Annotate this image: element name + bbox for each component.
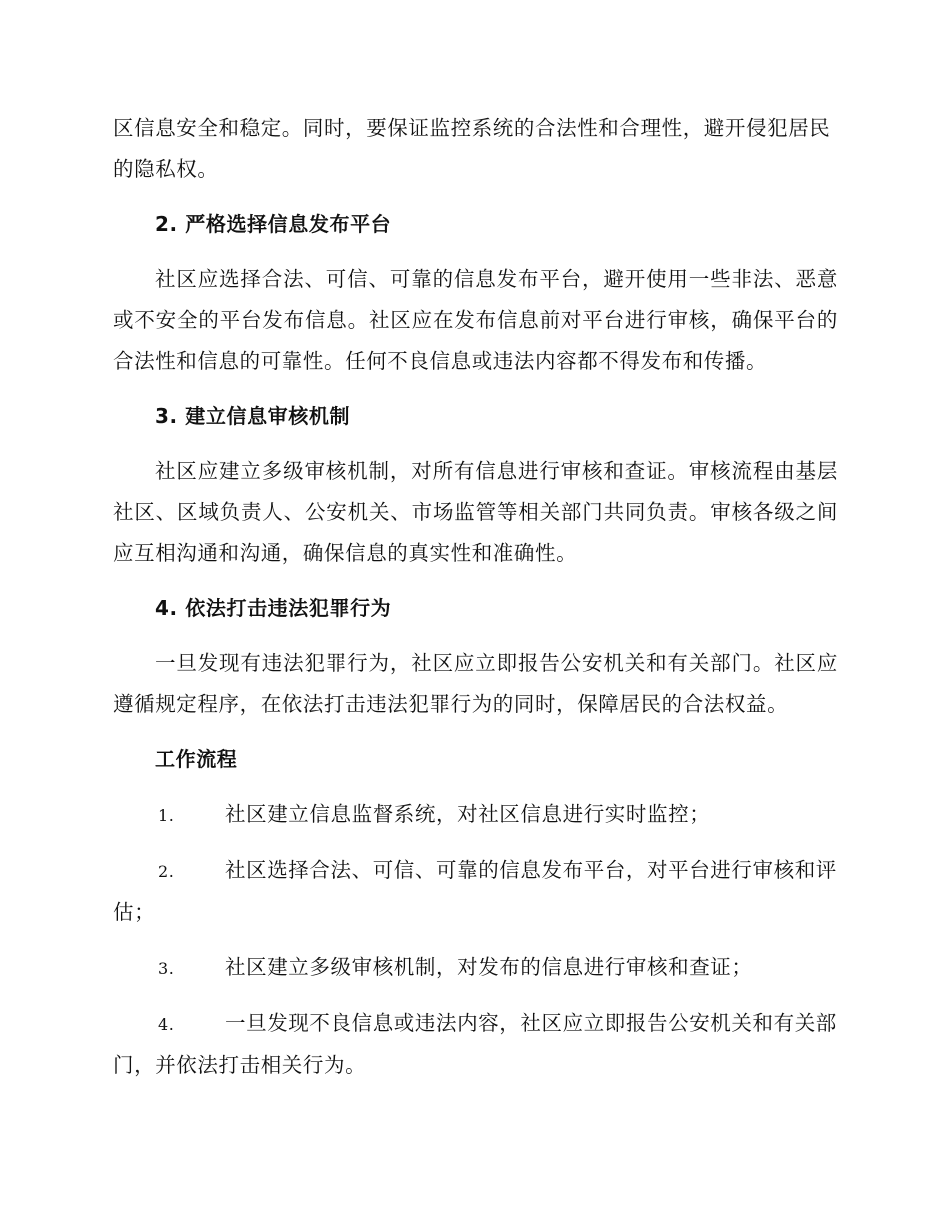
- section-heading: 3. 建立信息审核机制: [155, 404, 351, 428]
- section-paragraph: 社区应选择合法、可信、可靠的信息发布平台，避开使用一些非法、恶意或不安全的平台发布信息。社区应在发布信息前对平台进行审核，确保平台的合法性和信息的可靠性。任何不良信息或违法内容都不得发布和传播。: [113, 267, 838, 373]
- section-paragraph: 社区应建立多级审核机制，对所有信息进行审核和查证。审核流程由基层社区、区域负责人、公安机关、市场监管等相关部门共同负责。审核各级之间应互相沟通和沟通，确保信息的真实性和准确性。: [113, 459, 838, 565]
- step-text: 社区建立多级审核机制，对发布的信息进行审核和查证；: [225, 955, 753, 979]
- step-text: 社区建立信息监督系统，对社区信息进行实时监控；: [225, 802, 711, 826]
- step-number: 1.: [158, 806, 175, 825]
- section-paragraph: 一旦发现有违法犯罪行为，社区应立即报告公安机关和有关部门。社区应遵循规定程序，在依法打击违法犯罪行为的同时，保障居民的合法权益。: [113, 651, 838, 716]
- section-heading: 4. 依法打击违法犯罪行为: [155, 596, 392, 620]
- step-number: 3.: [158, 959, 175, 978]
- step-number: 2.: [158, 862, 175, 881]
- workflow-heading: 工作流程: [155, 747, 238, 771]
- workflow-step: [113, 794, 838, 836]
- workflow-step: [113, 947, 838, 989]
- intro-paragraph: 区信息安全和稳定。同时，要保证监控系统的合法性和合理性，避开侵犯居民的隐私权。: [113, 116, 831, 181]
- workflow-step: [113, 850, 838, 933]
- step-text: 一旦发现不良信息或违法内容，社区应立即报告公安机关和有关部门，并依法打击相关行为。: [113, 1011, 837, 1077]
- step-number: 4.: [158, 1015, 175, 1034]
- section-heading: 2. 严格选择信息发布平台: [155, 212, 392, 236]
- step-text: 社区选择合法、可信、可靠的信息发布平台，对平台进行审核和评估；: [113, 858, 837, 924]
- workflow-step: [113, 1003, 838, 1086]
- document-body: [113, 108, 838, 1086]
